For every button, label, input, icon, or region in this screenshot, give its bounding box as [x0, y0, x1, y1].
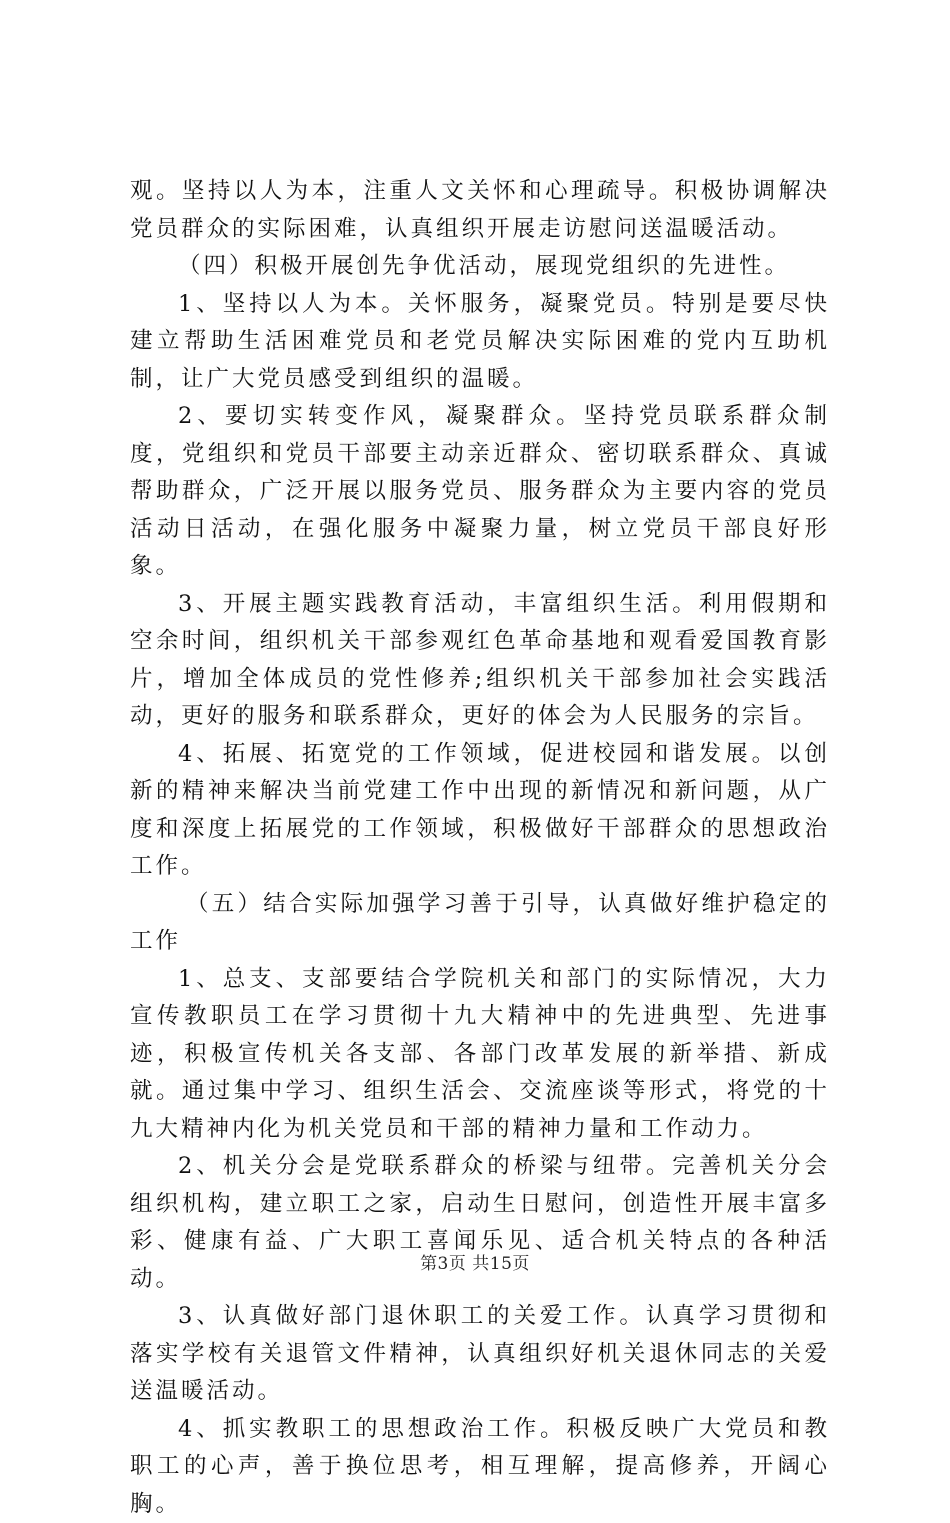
section-heading-4: （四）积极开展创先争优活动，展现党组织的先进性。: [130, 248, 830, 286]
paragraph-item: 2、机关分会是党联系群众的桥梁与纽带。完善机关分会组织机构，建立职工之家，启动生日慰问，创造性开展丰富多彩、健康有益、广大职工喜闻乐见、适合机关特点的各种活动。: [130, 1148, 830, 1298]
page-number-footer: 第3页 共15页: [0, 1249, 950, 1274]
section-heading-5: （五）结合实际加强学习善于引导，认真做好维护稳定的工作: [130, 886, 830, 961]
paragraph-item: 3、认真做好部门退休职工的关爱工作。认真学习贯彻和落实学校有关退管文件精神，认真组织好机关退休同志的关爱送温暖活动。: [130, 1298, 830, 1411]
paragraph-item: 4、抓实教职工的思想政治工作。积极反映广大党员和教职工的心声，善于换位思考，相互理解，提高修养，开阔心胸。: [130, 1411, 830, 1523]
paragraph-item: 3、开展主题实践教育活动，丰富组织生活。利用假期和空余时间，组织机关干部参观红色革命基地和观看爱国教育影片，增加全体成员的党性修养;组织机关干部参加社会实践活动，更好的服务和联系群众，更好的体会为人民服务的宗旨。: [130, 586, 830, 736]
paragraph-item: 1、坚持以人为本。关怀服务，凝聚党员。特别是要尽快建立帮助生活困难党员和老党员解决实际困难的党内互助机制，让广大党员感受到组织的温暖。: [130, 286, 830, 399]
paragraph-continuation: 观。坚持以人为本，注重人文关怀和心理疏导。积极协调解决党员群众的实际困难，认真组织开展走访慰问送温暖活动。: [130, 173, 830, 248]
paragraph-item: 4、拓展、拓宽党的工作领域，促进校园和谐发展。以创新的精神来解决当前党建工作中出现的新情况和新问题，从广度和深度上拓展党的工作领域，积极做好干部群众的思想政治工作。: [130, 736, 830, 886]
paragraph-item: 2、要切实转变作风，凝聚群众。坚持党员联系群众制度，党组织和党员干部要主动亲近群众、密切联系群众、真诚帮助群众，广泛开展以服务党员、服务群众为主要内容的党员活动日活动，在强化服务中凝聚力量，树立党员干部良好形象。: [130, 398, 830, 586]
paragraph-item: 1、总支、支部要结合学院机关和部门的实际情况，大力宣传教职员工在学习贯彻十九大精神中的先进典型、先进事迹，积极宣传机关各支部、各部门改革发展的新举措、新成就。通过集中学习、组织生活会、交流座谈等形式，将党的十九大精神内化为机关党员和干部的精神力量和工作动力。: [130, 961, 830, 1149]
document-body: [130, 173, 830, 1523]
